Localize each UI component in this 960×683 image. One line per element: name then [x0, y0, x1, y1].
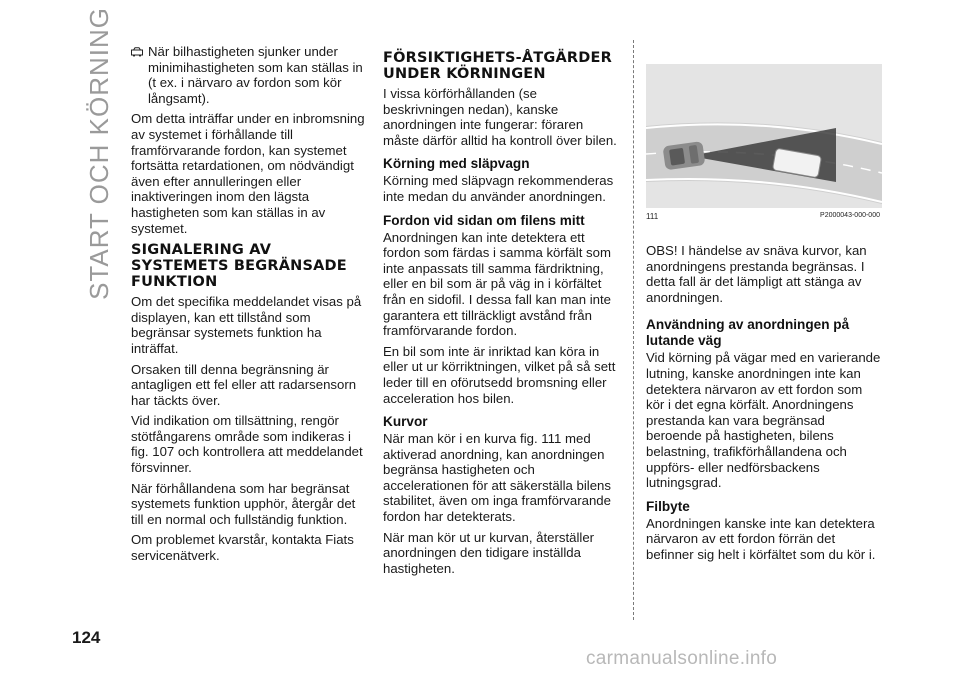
paragraph: I vissa körförhållanden (se beskrivningen nedan), kanske anordningen inte fungerar: föraren måste därför alltid ha kontroll över bilen.	[383, 86, 617, 148]
section-heading: FÖRSIKTIGHETS-ÅTGÄRDER UNDER KÖRNINGEN	[383, 50, 612, 82]
figure-code: P2000043-000-000	[820, 212, 880, 219]
paragraph: Vid körning på vägar med en varierande lutning, kanske anordningen inte kan detektera närvaron av ett fordon som kör i det egna körfält. Anordningens prestanda kan vara begränsad beroende på hastigheten, bilens belastning, trafikförhållandena och uppförs- eller nedförsbackens lutningsgrad.	[646, 350, 881, 491]
paragraph: Om det specifika meddelandet visas på displayen, kan ett tillstånd som begränsar systemets funktion ha inträffat.	[131, 294, 362, 356]
paragraph: En bil som inte är inriktad kan köra in eller ut ur körriktningen, vilket på så sett leder till en oförutsedd bromsning eller acceleration hos bilen.	[383, 343, 616, 406]
subheading-lane-change: Filbyte	[646, 498, 690, 514]
paragraph: När man kör ut ur kurvan, återställer anordningen den tidigare inställda hastigheten.	[383, 529, 595, 576]
paragraph: Orsaken till denna begränsning är antagligen ett fel eller att radarsensorn har täckts över.	[131, 361, 357, 408]
column-middle	[383, 50, 621, 581]
figure-number: 111	[646, 212, 659, 221]
subheading-trailer: Körning med släpvagn	[383, 156, 530, 172]
paragraph: När förhållandena som har begränsat systemets funktion upphör, återgår det till en normal och fullständig funktion.	[131, 480, 356, 527]
road-curve-image	[646, 64, 882, 208]
paragraph: OBS! I händelse av snäva kurvor, kan anordningens prestanda begränsas. I detta fall är det lämpligt att stänga av anordningen.	[646, 243, 867, 305]
column-right	[646, 243, 882, 568]
section-side-title: START OCH KÖRNING	[83, 7, 114, 300]
subheading-curves: Kurvor	[383, 414, 428, 430]
paragraph: Vid indikation om tillsättning, rengör stötfångarens område som indikeras i fig. 107 och kontrollera att meddelandet försvinner.	[131, 413, 363, 476]
paragraph: Anordningen kanske inte kan detektera närvaron av ett fordon förrän det befinner sig helt i körfältet som du kör i.	[646, 515, 876, 562]
paragraph: Körning med släpvagn rekommenderas inte medan du använder anordningen.	[383, 173, 614, 204]
paragraph: Om detta inträffar under en inbromsning av systemet i förhållande till framförvarande fordon, kan systemet fortsätta retardationen, om nödvändigt även efter annulleringen eller inaktiveringen inom den lägsta hastigheten som kan ställas in av systemet.	[131, 111, 365, 236]
paragraph: Om problemet kvarstår, kontakta Fiats servicenätverk.	[131, 532, 354, 564]
subheading-slope: Användning av anordningen på lutande väg	[646, 317, 850, 349]
column-divider	[633, 40, 634, 620]
curve-illustration	[646, 64, 882, 208]
subheading-side-vehicle: Fordon vid sidan om filens mitt	[383, 212, 585, 228]
paragraph: Anordningen kan inte detektera ett fordon som färdas i samma körfält som inte anpassats till samma färdriktning, eller en bil som är på väg in i körfältet från en sidofil. I dessa fall kan man inte garantera ett tillräckligt avstånd från framförvarande fordon.	[383, 229, 611, 339]
car-warning-icon	[131, 47, 143, 57]
watermark: carmanualsonline.info	[586, 648, 778, 669]
page-number: 124	[72, 628, 101, 647]
intro-paragraph: När bilhastigheten sjunker under minimihastigheten som kan ställas in (t ex. i närvaro av fordon som kör långsamt).	[131, 44, 367, 106]
column-left	[131, 44, 367, 569]
figure-caption	[646, 212, 882, 224]
paragraph: När man kör i en kurva fig. 111 med aktiverad anordning, kan anordningen begränsa hastigheten och accelerationen för att säkerställa bilens stabilitet, även om inga framförvarande fordon har detekterats.	[383, 431, 611, 525]
section-heading: SIGNALERING AV SYSTEMETS BEGRÄNSADE FUNKTION	[131, 242, 347, 291]
